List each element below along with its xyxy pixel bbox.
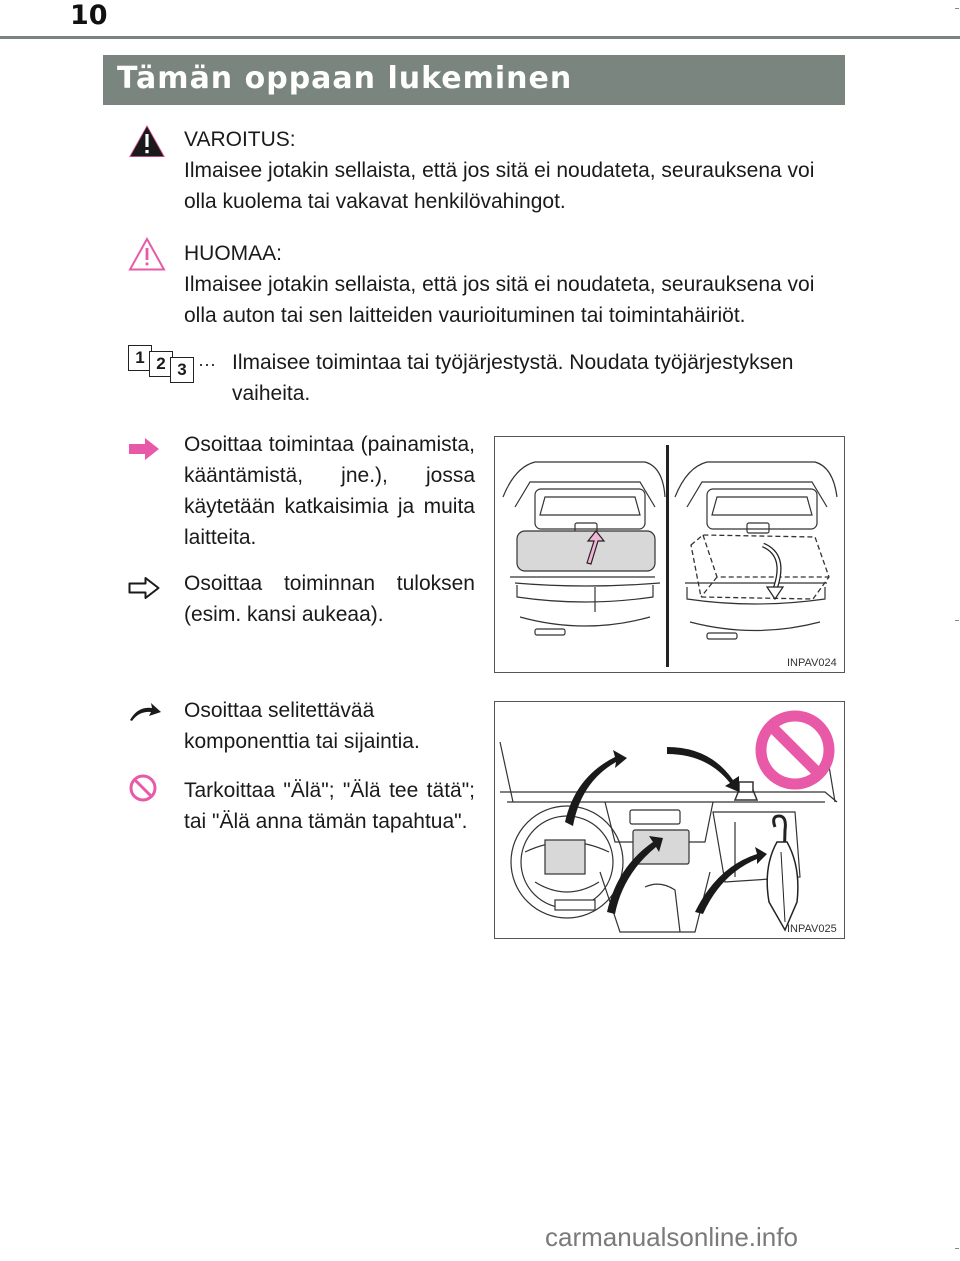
top-rule <box>0 36 960 39</box>
figure-dashboard <box>494 701 845 939</box>
result-text: Osoittaa toiminnan tuloksen (esim. kansi aukeaa). <box>184 572 475 626</box>
step-badge-2: 2 <box>149 351 173 377</box>
action-arrow-icon <box>128 437 160 461</box>
notice-heading: HUOMAA: <box>184 242 283 265</box>
component-text: Osoittaa selitettävää komponenttia tai sijaintia. <box>184 699 420 753</box>
section-title: Tämän oppaan lukeminen <box>117 61 573 96</box>
steps-text: Ilmaisee toimintaa tai työjärjestystä. Noudata työjärjestyksen vaiheita. <box>232 351 794 405</box>
edge-mark <box>955 8 959 9</box>
dashboard-illustration <box>495 702 843 937</box>
warning-text: Ilmaisee jotakin sellaista, että jos sitä ei noudateta, seurauksena voi olla kuolema tai vakavat henkilövahingot. <box>184 159 815 213</box>
step-badge-1: 1 <box>128 345 152 371</box>
step-badges <box>128 345 200 379</box>
overhead-console-illustration <box>495 437 843 671</box>
page-number: 10 <box>70 0 108 31</box>
prohibit-text: Tarkoittaa "Älä"; "Älä tee tätä"; tai "Älä anna tämän tapahtua". <box>184 779 475 833</box>
step-badge-3: 3 <box>170 357 194 383</box>
figure-overhead-console <box>494 436 845 673</box>
watermark: carmanualsonline.info <box>545 1222 798 1252</box>
figure-label: INPAV025 <box>787 923 837 935</box>
steps-dots: ··· <box>198 354 216 374</box>
edge-mark <box>955 1248 959 1249</box>
warning-heading: VAROITUS: <box>184 128 296 151</box>
warning-triangle-icon <box>128 124 166 158</box>
section-header <box>103 55 845 105</box>
caution-triangle-icon <box>128 237 166 271</box>
notice-text: Ilmaisee jotakin sellaista, että jos sitä ei noudateta, seurauksena voi olla auton tai sen laitteiden vaurioituminen tai toimintahäiriöt. <box>184 273 815 327</box>
edge-mark <box>955 620 959 621</box>
curved-pointer-icon <box>128 702 162 722</box>
action-text: Osoittaa toimintaa (painamista, kääntämistä, jne.), jossa käytetään katkaisimia ja muita laitteita. <box>184 433 475 549</box>
figure-label: INPAV024 <box>787 657 837 669</box>
prohibition-icon <box>128 773 158 803</box>
result-arrow-icon <box>128 576 160 600</box>
